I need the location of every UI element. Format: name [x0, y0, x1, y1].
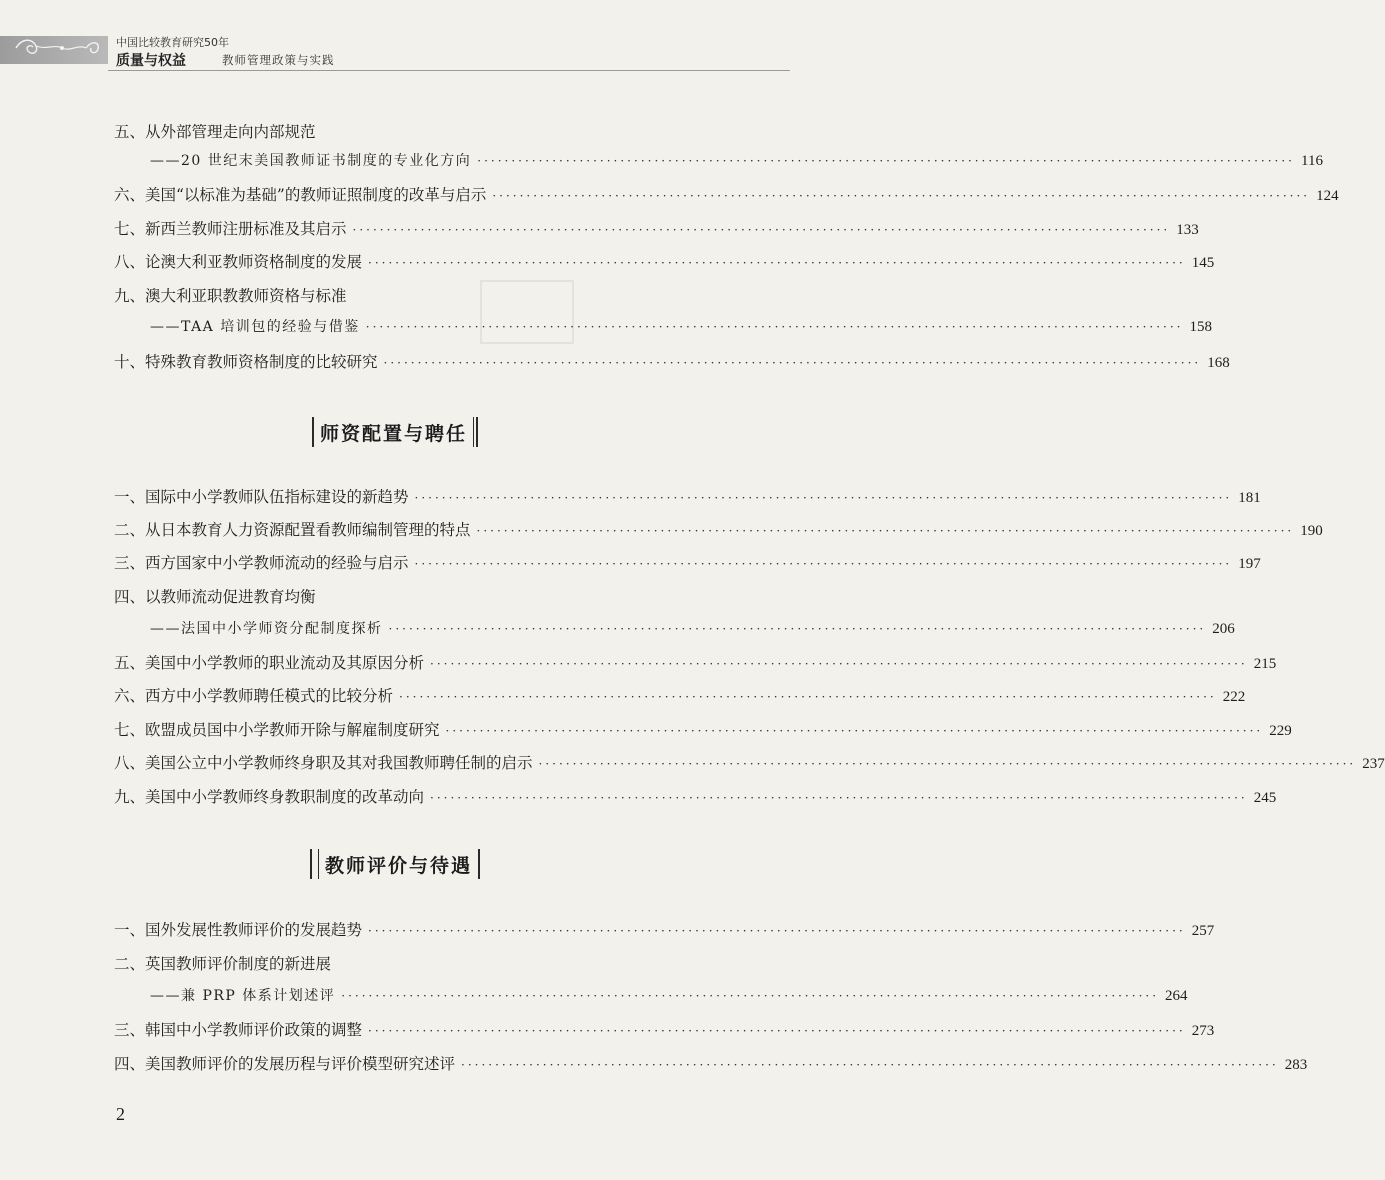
toc-entry-title: 九、美国中小学教师终身教职制度的改革动向 [114, 788, 425, 806]
leader-dots: ························································································································ [399, 690, 1217, 704]
toc-entry-title: 六、美国“以标准为基础”的教师证照制度的改革与启示 [114, 186, 487, 204]
toc-entry[interactable] [114, 120, 740, 144]
toc-page-number: 215 [1253, 656, 1277, 672]
scroll-ornament-icon [12, 34, 104, 62]
toc-page-number: 133 [1176, 222, 1199, 238]
toc-page-number: 181 [1238, 490, 1261, 506]
toc-entry-title: 四、美国教师评价的发展历程与评价模型研究述评 [114, 1055, 456, 1073]
toc-entry-title: 十、特殊教育教师资格制度的比较研究 [114, 353, 378, 371]
section-heading-text: 师资配置与聘任 [319, 422, 467, 445]
toc-page-number: 168 [1207, 355, 1230, 371]
toc-entry-title: 八、美国公立中小学教师终身职及其对我国教师聘任制的启示 [114, 754, 533, 772]
toc-entry[interactable] [114, 718, 1292, 742]
toc-entry-title: 三、韩国中小学教师评价政策的调整 [114, 1021, 363, 1039]
toc-page-number: 273 [1191, 1023, 1215, 1039]
toc-entry[interactable] [114, 785, 1277, 809]
series-title: 中国比较教育研究50年 [116, 36, 229, 49]
toc-entry-title: 七、欧盟成员国中小学教师开除与解雇制度研究 [114, 721, 440, 739]
book-title: 质量与权益 [116, 53, 186, 69]
heading-bar-left-thin [318, 849, 319, 879]
leader-dots: ························································································································ [341, 989, 1160, 1003]
page-number: 2 [116, 1104, 125, 1124]
leader-dots: ························································································································ [414, 557, 1233, 571]
toc-entry-title: ——兼 PRP 体系计划述评 [150, 988, 336, 1004]
header-rule [108, 70, 790, 71]
toc-page-number: 237 [1362, 756, 1385, 772]
leader-dots: ························································································································ [476, 524, 1295, 538]
toc-entry[interactable] [114, 350, 1230, 374]
leader-dots: ························································································································ [383, 356, 1202, 370]
toc-entry-title: 五、美国中小学教师的职业流动及其原因分析 [114, 654, 425, 672]
toc-entry[interactable] [114, 651, 1277, 675]
toc-entry-title: ——法国中小学师资分配制度探析 [150, 621, 383, 637]
toc-page-number: 222 [1222, 689, 1246, 705]
leader-dots: ························································································································ [368, 924, 1186, 938]
toc-entry[interactable] [114, 684, 1246, 708]
toc-entry-title: 二、从日本教育人力资源配置看教师编制管理的特点 [114, 521, 471, 539]
leader-dots: ························································································································ [388, 622, 1207, 636]
leader-dots: ························································································································ [365, 320, 1184, 334]
toc-subentry[interactable] [150, 618, 1235, 642]
toc-entry-title: 八、论澳大利亚教师资格制度的发展 [114, 253, 363, 271]
leader-dots: ························································································································ [430, 791, 1248, 805]
leader-dots: ························································································································ [368, 1024, 1186, 1038]
toc-entry[interactable] [114, 551, 1261, 575]
toc-entry[interactable] [114, 751, 1385, 775]
toc-entry[interactable] [114, 250, 1215, 274]
toc-entry[interactable] [114, 485, 1261, 509]
toc-entry-title: 一、国际中小学教师队伍指标建设的新趋势 [114, 488, 409, 506]
leader-dots: ························································································································ [492, 189, 1311, 203]
toc-entry[interactable] [114, 918, 1215, 942]
leader-dots: ························································································································ [477, 154, 1295, 168]
leader-dots: ························································································································ [414, 491, 1233, 505]
toc-entry-title: 三、西方国家中小学教师流动的经验与启示 [114, 554, 409, 572]
toc-entry-title: 一、国外发展性教师评价的发展趋势 [114, 921, 363, 939]
leader-dots: ························································································································ [461, 1058, 1279, 1072]
book-subtitle: 教师管理政策与实践 [222, 53, 335, 67]
toc-entry-title: ——TAA 培训包的经验与借鉴 [150, 319, 360, 335]
toc-page-number: 190 [1300, 523, 1323, 539]
toc-page-number: 283 [1284, 1057, 1308, 1073]
toc-page-number: 197 [1238, 556, 1261, 572]
toc-entry-title: 四、以教师流动促进教育均衡 [114, 588, 316, 606]
toc-entry[interactable] [114, 585, 740, 609]
toc-entry[interactable] [114, 518, 1323, 542]
section-heading [0, 844, 790, 884]
toc-entry[interactable] [114, 1018, 1215, 1042]
leader-dots: ························································································································ [368, 256, 1186, 270]
toc-page-number: 257 [1191, 923, 1215, 939]
toc-entry-title: 七、新西兰教师注册标准及其启示 [114, 220, 347, 238]
toc-page-number: 116 [1301, 153, 1323, 169]
toc-subentry[interactable] [150, 150, 1323, 174]
toc-page-number: 229 [1269, 723, 1292, 739]
heading-bar-left [310, 849, 312, 879]
leader-dots: ························································································································ [352, 223, 1171, 237]
section-heading-text: 教师评价与待遇 [324, 854, 472, 877]
toc-entry-title: ——20 世纪末美国教师证书制度的专业化方向 [150, 153, 472, 169]
running-header [0, 0, 790, 68]
toc-entry[interactable] [114, 284, 740, 308]
toc-entry-title: 五、从外部管理走向内部规范 [114, 123, 316, 141]
leader-dots: ························································································································ [445, 724, 1264, 738]
toc-page-number: 158 [1189, 319, 1212, 335]
toc-page-number: 264 [1165, 988, 1188, 1004]
heading-bar-right [476, 417, 478, 447]
heading-bar-right-thin [473, 417, 474, 447]
section-heading-box [306, 417, 484, 447]
toc-entry[interactable] [114, 1052, 1308, 1076]
toc-page-number: 145 [1191, 255, 1215, 271]
section-heading-box [304, 849, 486, 879]
heading-bar-left [312, 417, 314, 447]
toc-page-number: 124 [1316, 188, 1339, 204]
section-heading [0, 412, 790, 452]
toc-entry[interactable] [114, 952, 740, 976]
toc-page-number: 245 [1253, 790, 1277, 806]
leader-dots: ························································································································ [538, 757, 1357, 771]
toc-subentry[interactable] [150, 985, 1188, 1009]
toc-entry[interactable] [114, 217, 1199, 241]
toc-entry-title: 二、英国教师评价制度的新进展 [114, 955, 332, 973]
leader-dots: ························································································································ [430, 657, 1248, 671]
toc-page-number: 206 [1212, 621, 1235, 637]
heading-bar-right [478, 849, 480, 879]
toc-entry-title: 九、澳大利亚职教教师资格与标准 [114, 287, 347, 305]
toc-subentry[interactable] [150, 316, 1212, 340]
toc-entry[interactable] [114, 183, 1339, 207]
toc-entry-title: 六、西方中小学教师聘任模式的比较分析 [114, 687, 394, 705]
